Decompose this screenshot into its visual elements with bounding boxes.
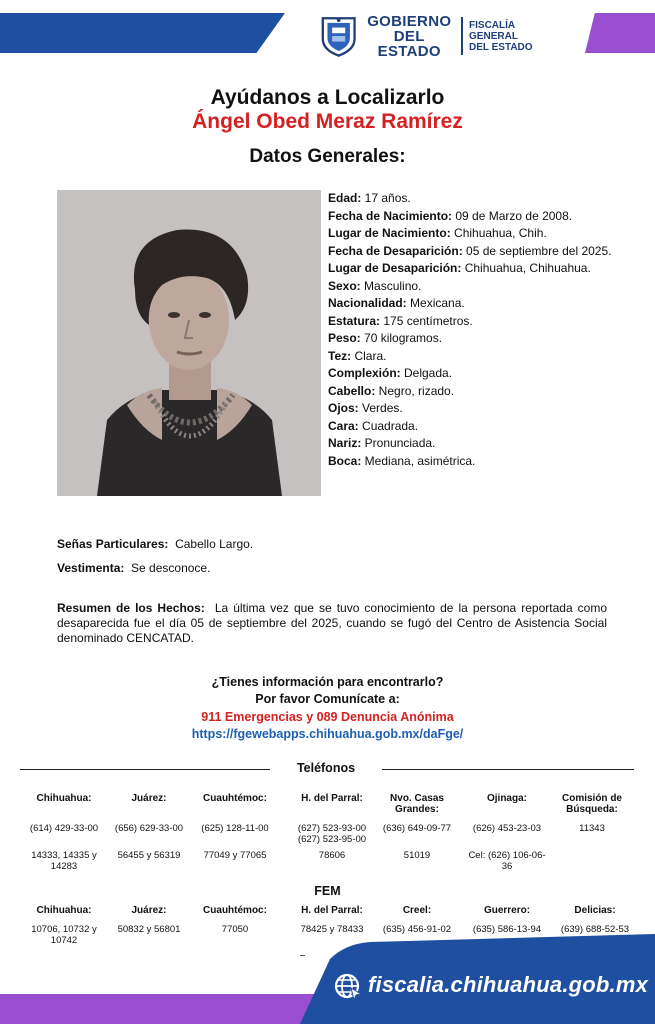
header-purple-band [585,13,655,53]
phones-column: Nvo. Casas Grandes: (636) 649-09-77 51019 [382,793,452,861]
fem-column: Juárez: 50832 y 56801 [117,905,181,935]
clothing: Vestimenta: Se desconoce. [57,561,211,575]
fem-column: Delicias: (639) 688-52-53 [560,905,630,935]
detail-row: Tez: Clara. [328,348,387,363]
divider-right [382,769,634,770]
gov-text [363,14,455,59]
emergency-numbers: 911 Emergencias y 089 Denuncia Anónima [201,710,454,724]
phones-title: Teléfonos [296,761,356,775]
distinguishing-marks: Señas Particulares: Cabello Largo. [57,537,254,551]
person-name: Ángel Obed Meraz Ramírez [192,110,463,133]
phones-column: H. del Parral: (627) 523-93-00 (627) 523-95-00 78606 [297,793,367,861]
detail-row: Fecha de Nacimiento: 09 de Marzo de 2008. [328,208,573,223]
fem-column: H. del Parral: 78425 y 78433 [300,905,364,935]
section-title: Datos Generales: [249,146,406,167]
person-photo [57,190,321,496]
detail-row: Nacionalidad: Mexicana. [328,296,465,310]
detail-row: Lugar de Nacimiento: Chihuahua, Chih. [328,226,547,240]
fem-column: Chihuahua: 10706, 10732 y 10742 [31,905,97,946]
detail-row: Sexo: Masculino. [328,278,422,293]
footer-url[interactable]: fiscalia.chihuahua.gob.mx [368,972,649,997]
detail-row: Estatura: 175 centímetros. [328,313,473,328]
fem-column: Creel: (635) 456-91-02 [382,905,452,935]
fem-column: Cuauhtémoc: 77050 [203,905,267,935]
detail-row: Cabello: Negro, rizado. [328,383,455,398]
detail-row: Nariz: Pronunciada. [328,436,436,450]
phones-column: Juárez: (656) 629-33-00 56455 y 56319 [114,793,184,861]
fisc-line-1: FISCALÍA GENERAL [469,19,518,42]
report-link[interactable]: https://fgewebapps.chihuahua.gob.mx/daFge/ [191,727,464,741]
gov-line-2: DEL ESTADO [377,27,441,60]
logo-divider [461,17,463,55]
fem-title: FEM [314,884,341,898]
divider-left [20,769,270,770]
detail-row: Ojos: Verdes. [328,401,403,415]
shield-logo-icon [320,13,357,59]
info-please: Por favor Comunícate a: [255,692,400,706]
detail-row: Peso: 70 kilogramos. [328,331,443,345]
phones-column: Cuauhtémoc: (625) 128-11-00 77049 y 77065 [201,793,269,861]
detail-row: Complexión: Delgada. [328,366,453,380]
fiscalia-text [469,20,560,53]
photo-illustration [57,190,321,496]
detail-row: Edad: 17 años. [328,191,411,205]
fem-column: Guerrero: (635) 586-13-94 [472,905,542,935]
gov-line-1: GOBIERNO [367,12,452,30]
detail-row: Cara: Cuadrada. [328,418,419,433]
general-data [328,190,618,470]
globe-cursor-icon [333,972,363,1002]
detail-row: Fecha de Desaparición: 05 de septiembre del 2025. [328,243,612,258]
phones-column: Comisión de Búsqueda: 11343 [561,793,622,834]
detail-row: Boca: Mediana, asimétrica. [328,453,476,468]
government-logo [320,11,560,61]
phones-column: Ojinaga: (626) 453-23-03 Cel: (626) 106-06-36 [468,793,546,872]
fisc-line-2: DEL ESTADO [469,41,533,53]
page-title: Ayúdanos a Localizarlo [210,86,445,109]
facts-summary: Resumen de los Hechos: La última vez que se tuvo conocimiento de la persona reportada como desaparecida fue el día 05 de septiembre del 2025, cuando se fugó del Centro de Asistencia Social denominado CENCATAD. [57,601,607,645]
detail-row: Lugar de Desaparición: Chihuahua, Chihuahua. [328,261,591,275]
phones-column: Chihuahua: (614) 429-33-00 14333, 14335 y 14283 [29,793,99,872]
info-question: ¿Tienes información para encontrarlo? [211,675,444,689]
header-blue-band [0,13,285,53]
